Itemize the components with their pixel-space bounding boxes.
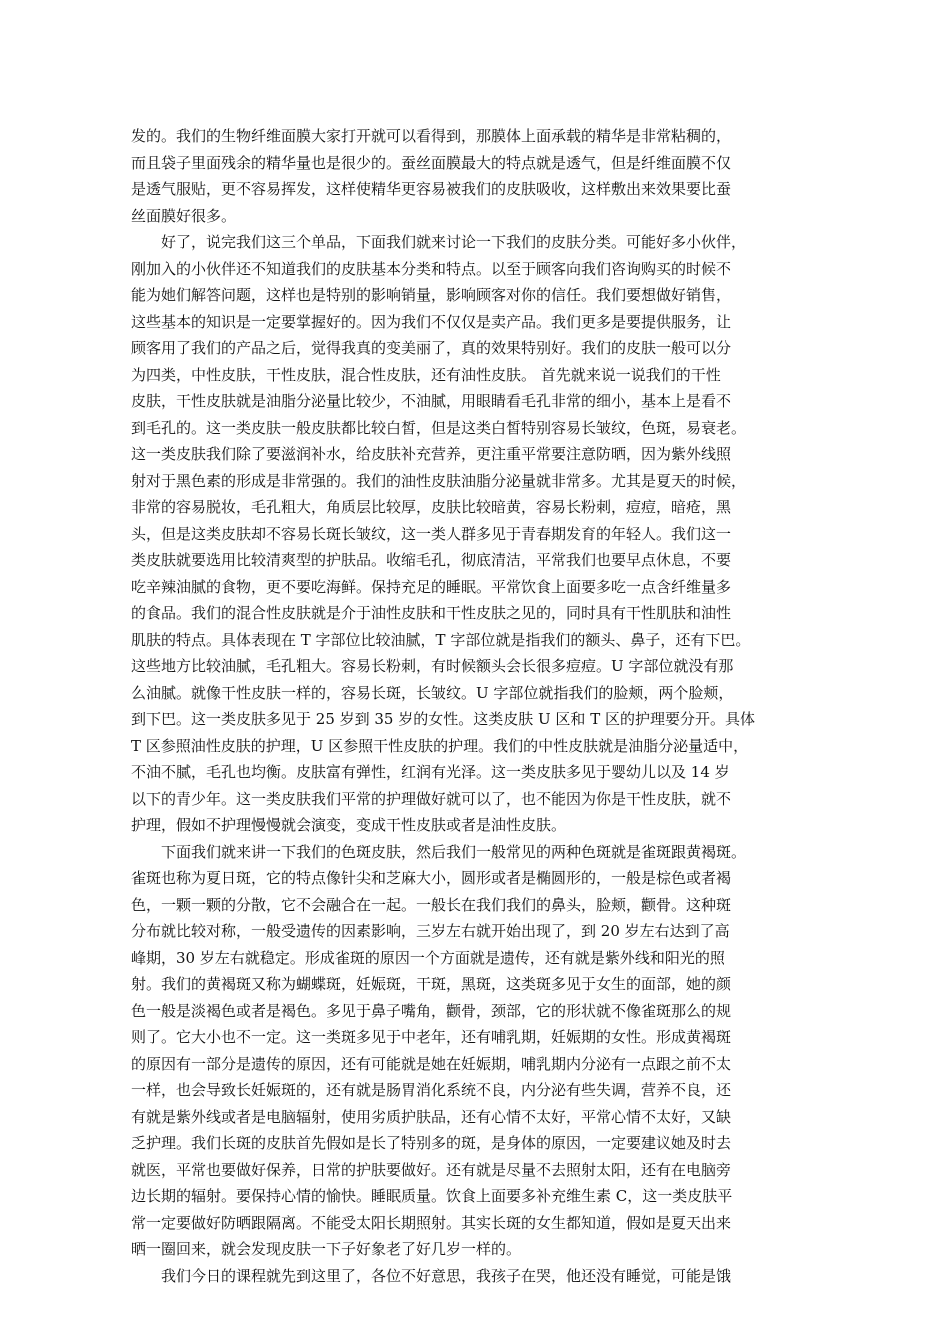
- text-line: 乏护理。我们长斑的皮肤首先假如是长了特别多的斑，是身体的原因，一定要建议她及时去: [131, 1134, 732, 1152]
- text-line: 护理，假如不护理慢慢就会演变，变成干性皮肤或者是油性皮肤。: [131, 816, 567, 834]
- text-line: T 区参照油性皮肤的护理，U 区参照干性皮肤的护理。我们的中性皮肤就是油脂分泌量适中，: [131, 736, 749, 755]
- text-line: 射对于黑色素的形成是非常强的。我们的油性皮肤油脂分泌量就非常多。尤其是夏天的时候，: [131, 471, 747, 490]
- text-line: 吃辛辣油腻的食物，更不要吃海鲜。保持充足的睡眠。平常饮食上面要多吃一点含纤维量多: [131, 577, 732, 596]
- text-line: 分布就比较对称，一般受遗传的因素影响，三岁左右就开始出现了，到 20 岁左右达到了高: [131, 922, 730, 940]
- text-line: 以下的青少年。这一类皮肤我们平常的护理做好就可以了，也不能因为你是干性皮肤，就不: [131, 789, 732, 808]
- text-line: 肌肤的特点。具体表现在 T 字部位比较油腻，T 字部位就是指我们的额头、鼻子，还有下巴。: [131, 630, 751, 649]
- text-line: 好了，说完我们这三个单品，下面我们就来讨论一下我们的皮肤分类。可能好多小伙伴，: [161, 233, 747, 251]
- paragraph-skin-types: [131, 229, 821, 839]
- text-line: 非常的容易脱妆，毛孔粗大，角质层比较厚，皮肤比较暗黄，容易长粉刺，痘痘，暗疮，黑: [131, 498, 732, 516]
- text-line: 皮肤，干性皮肤就是油脂分泌量比较少，不油腻，用眼睛看毛孔非常的细小，基本上是看不: [131, 392, 732, 410]
- text-line: 类皮肤就要选用比较清爽型的护肤品。收缩毛孔，彻底清洁，平常我们也要早点休息，不要: [131, 551, 732, 569]
- text-line: 么油腻。就像干性皮肤一样的，容易长斑，长皱纹。U 字部位就指我们的脸颊，两个脸颊，: [131, 683, 734, 702]
- paragraph-face-mask-continuation: [131, 123, 821, 229]
- text-line: 为四类，中性皮肤，干性皮肤，混合性皮肤，还有油性皮肤。 首先就来说一说我们的干性: [131, 365, 721, 384]
- paragraph-closing: [131, 1263, 821, 1290]
- paragraph-pigmentation: [131, 839, 821, 1263]
- text-line: 这一类皮肤我们除了要滋润补水，给皮肤补充营养，更注重平常要注意防晒，因为紫外线照: [131, 445, 732, 463]
- text-line: 顾客用了我们的产品之后，觉得我真的变美丽了，真的效果特别好。我们的皮肤一般可以分: [131, 339, 732, 357]
- text-line: 就医，平常也要做好保养，日常的护肤要做好。还有就是尽量不去照射太阳，还有在电脑旁: [131, 1160, 732, 1179]
- text-line: 的原因有一部分是遗传的原因，还有可能就是她在妊娠期，哺乳期内分泌有一点跟之前不太: [131, 1054, 732, 1073]
- text-line: 晒一圈回来，就会发现皮肤一下子好象老了好几岁一样的。: [131, 1240, 522, 1258]
- text-line: 有就是紫外线或者是电脑辐射，使用劣质护肤品，还有心情不太好，平常心情不太好，又缺: [131, 1107, 732, 1126]
- text-line: 常一定要做好防晒跟隔离。不能受太阳长期照射。其实长斑的女生都知道，假如是夏天出来: [131, 1213, 732, 1232]
- text-line: 的食品。我们的混合性皮肤就是介于油性皮肤和干性皮肤之见的，同时具有干性肌肤和油性: [131, 604, 732, 622]
- text-line: 一样，也会导致长妊娠斑的，还有就是肠胃消化系统不良，内分泌有些失调，营养不良，还: [131, 1081, 732, 1099]
- text-line: 能为她们解答问题，这样也是特别的影响销量，影响顾客对你的信任。我们要想做好销售，: [131, 286, 732, 304]
- text-line: 色，一颗一颗的分散，它不会融合在一起。一般长在我们我们的鼻头，脸颊，颧骨。这种斑: [131, 895, 732, 914]
- text-line: 这些基本的知识是一定要掌握好的。因为我们不仅仅是卖产品。我们更多是要提供服务，让: [131, 312, 732, 331]
- text-line: 头，但是这类皮肤却不容易长斑长皱纹，这一类人群多见于青春期发育的年轻人。我们这一: [131, 524, 732, 543]
- document-body: [131, 123, 821, 1289]
- text-line: 边长期的辐射。要保持心情的愉快。睡眠质量。饮食上面要多补充维生素 C，这一类皮肤平: [131, 1187, 733, 1205]
- text-line: 而且袋子里面残余的精华量也是很少的。蚕丝面膜最大的特点就是透气，但是纤维面膜不仅: [131, 153, 732, 172]
- text-line: 这些地方比较油腻，毛孔粗大。容易长粉刺，有时候额头会长很多痘痘。U 字部位就没有那: [131, 657, 734, 675]
- text-line: 我们今日的课程就先到这里了，各位不好意思，我孩子在哭，他还没有睡觉，可能是饿: [161, 1266, 732, 1285]
- text-line: 刚加入的小伙伴还不知道我们的皮肤基本分类和特点。以至于顾客向我们咨询购买的时候不: [131, 259, 732, 278]
- text-line: 发的。我们的生物纤维面膜大家打开就可以看得到，那膜体上面承载的精华是非常粘稠的，: [131, 127, 732, 145]
- text-line: 雀斑也称为夏日斑，它的特点像针尖和芝麻大小，圆形或者是椭圆形的，一般是棕色或者褐: [131, 869, 732, 887]
- text-line: 下面我们就来讲一下我们的色斑皮肤，然后我们一般常见的两种色斑就是雀斑跟黄褐斑。: [161, 842, 747, 861]
- text-line: 则了。它大小也不一定。这一类斑多见于中老年，还有哺乳期，妊娠期的女性。形成黄褐斑: [131, 1028, 732, 1046]
- text-line: 到下巴。这一类皮肤多见于 25 岁到 35 岁的女性。这类皮肤 U 区和 T 区的护理要分开。具体: [131, 710, 755, 728]
- text-line: 峰期，30 岁左右就稳定。形成雀斑的原因一个方面就是遗传，还有就是紫外线和阳光的照: [131, 948, 725, 967]
- text-line: 不油不腻，毛孔也均衡。皮肤富有弹性，红润有光泽。这一类皮肤多见于婴幼儿以及 14 岁: [131, 763, 730, 781]
- text-line: 射。我们的黄褐斑又称为蝴蝶斑，妊娠斑，干斑，黑斑，这类斑多见于女生的面部，她的颜: [131, 975, 732, 993]
- text-line: 丝面膜好很多。: [131, 206, 237, 225]
- text-line: 是透气服贴，更不容易挥发，这样使精华更容易被我们的皮肤吸收，这样敷出来效果要比蚕: [131, 180, 732, 198]
- text-line: 到毛孔的。这一类皮肤一般皮肤都比较白皙，但是这类白皙特别容易长皱纹，色斑，易衰老。: [131, 418, 747, 437]
- text-line: 色一般是淡褐色或者是褐色。多见于鼻子嘴角，颧骨，颈部，它的形状就不像雀斑那么的规: [131, 1001, 732, 1020]
